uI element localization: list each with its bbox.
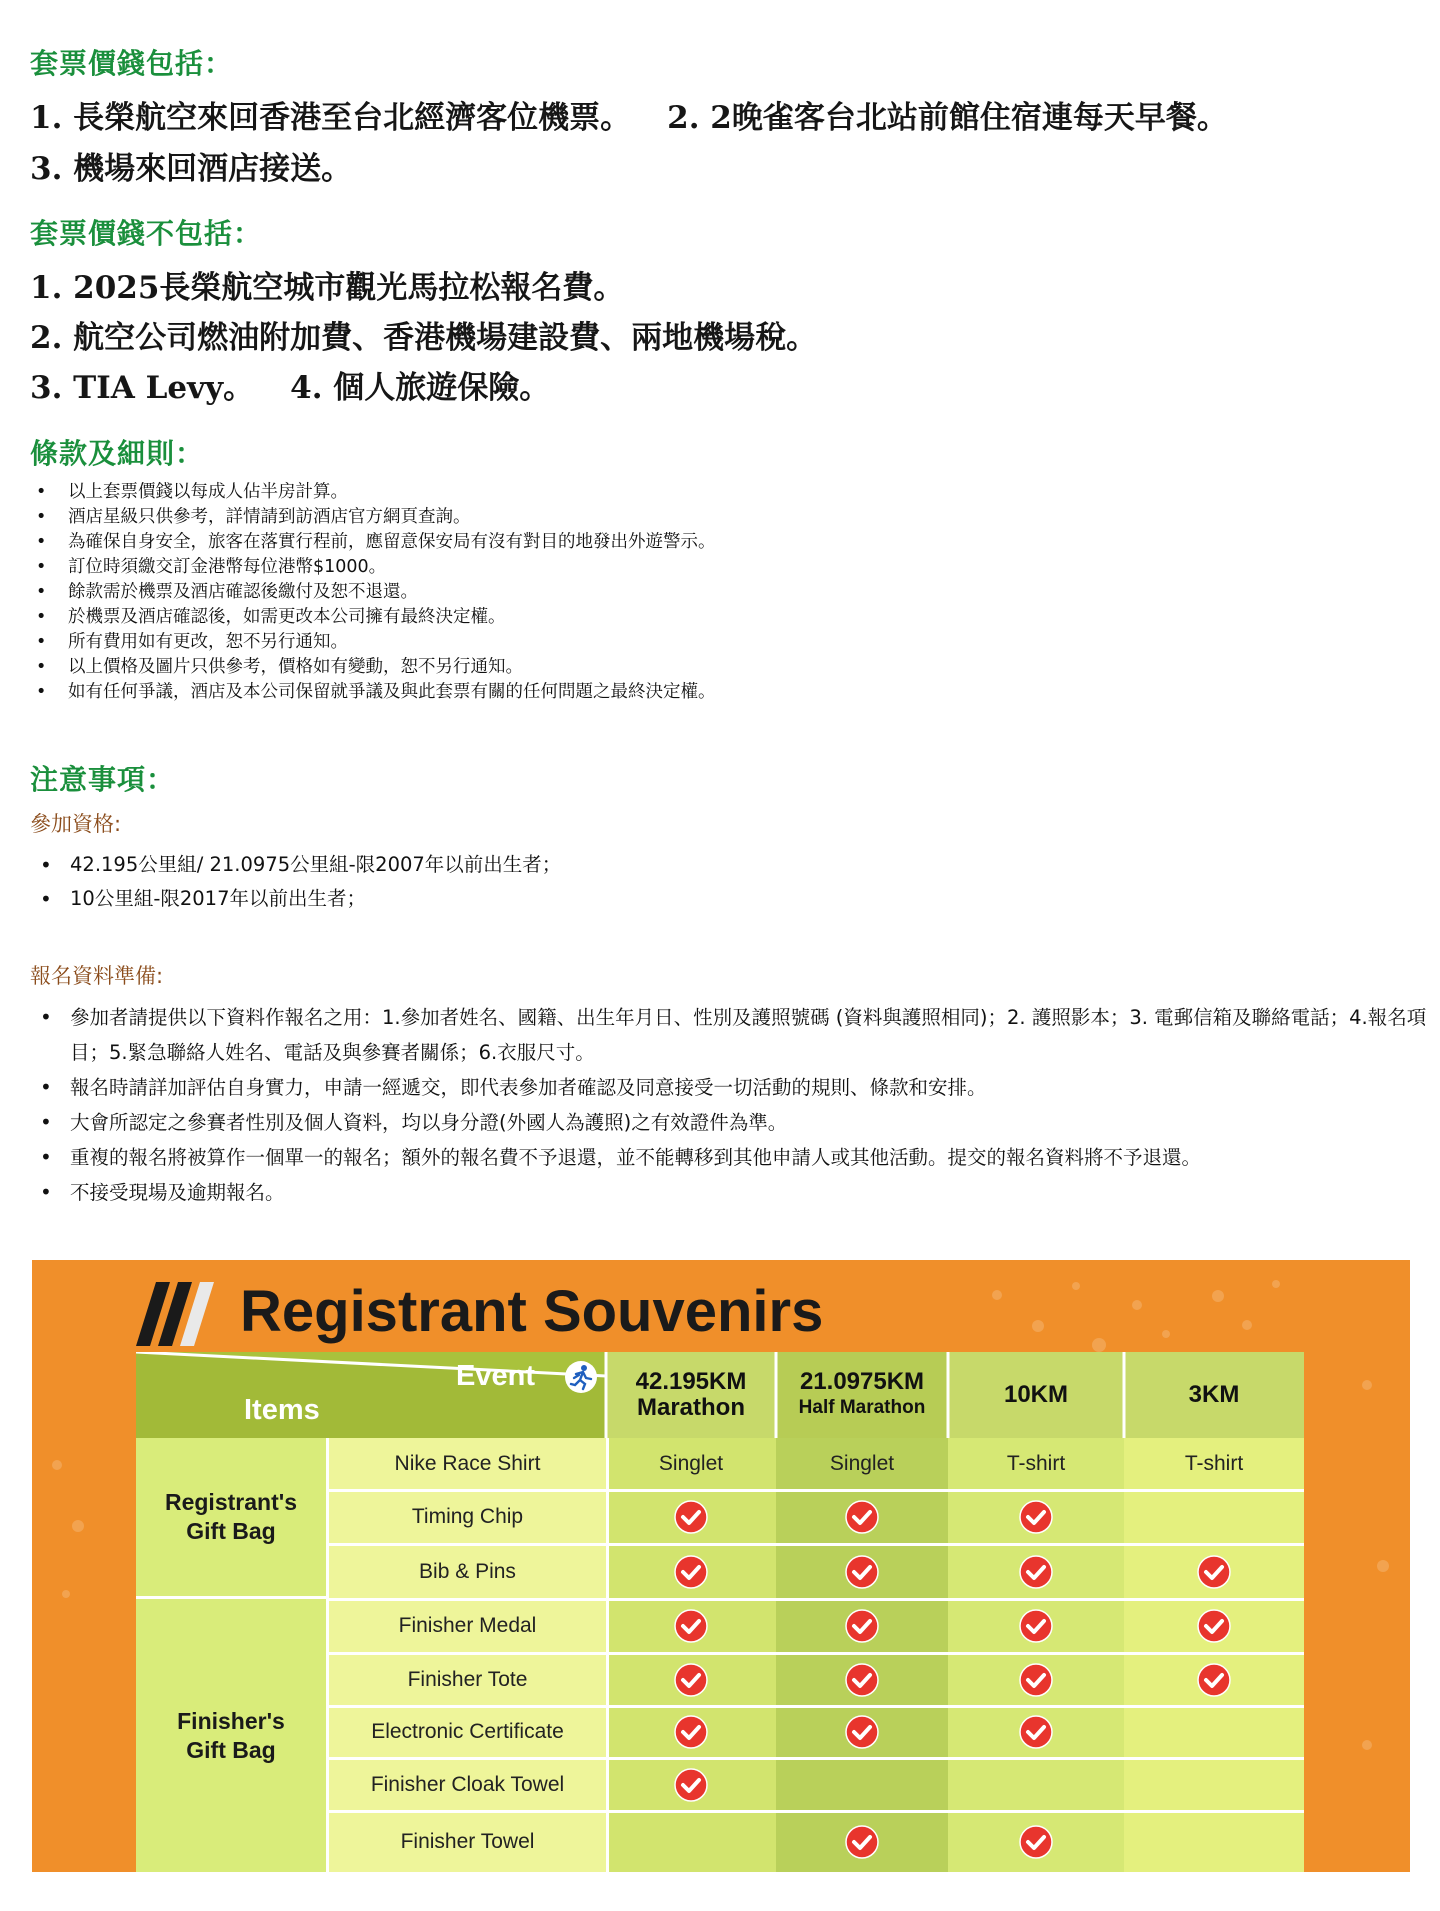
term-text: 所有費用如有更改，恕不另行通知。	[68, 632, 348, 652]
bullet-icon: •	[36, 632, 47, 652]
bullet-icon: •	[40, 1180, 52, 1204]
bullet-icon: •	[36, 482, 47, 502]
item-name: Timing Chip	[411, 1505, 524, 1528]
term-text: 如有任何爭議，酒店及本公司保留就爭議及與此套票有關的任何問題之最終決定權。	[68, 682, 716, 702]
decorative-dot	[72, 1520, 84, 1532]
prep-heading: 報名資料準備:	[30, 964, 164, 988]
included-item-1: 1. 長榮航空來回香港至台北經濟客位機票。	[30, 100, 632, 136]
group-finisher: Finisher's Gift Bag	[177, 1707, 285, 1763]
decorative-dot	[1272, 1280, 1280, 1288]
term-text: 以上套票價錢以每成人佔半房計算。	[68, 482, 348, 502]
included-line-1	[30, 92, 1228, 137]
event-label: Event	[456, 1360, 535, 1392]
check-icon	[845, 1555, 879, 1589]
term-text: 於機票及酒店確認後，如需更改本公司擁有最終決定權。	[68, 607, 506, 627]
bullet-icon: •	[36, 582, 47, 602]
prep-item	[40, 1070, 1430, 1105]
decorative-dot	[1162, 1330, 1170, 1338]
term-item	[36, 505, 716, 530]
bullet-icon: •	[40, 1005, 52, 1029]
included-item-3: 3. 機場來回酒店接送。	[30, 151, 353, 187]
item-name: Finisher Cloak Towel	[370, 1772, 565, 1796]
prep-item	[40, 1175, 1430, 1210]
eligibility-item	[40, 882, 561, 916]
column-distance: 21.0975KM	[799, 1368, 925, 1395]
term-item	[36, 480, 716, 505]
item-name: Finisher Towel	[400, 1829, 535, 1853]
excluded-line-3	[30, 362, 550, 407]
decorative-dot	[1032, 1320, 1044, 1332]
check-icon	[1019, 1609, 1053, 1643]
excluded-item-3: 3. TIA Levy。	[30, 370, 255, 406]
shirt-type: Singlet	[829, 1452, 895, 1475]
check-icon	[845, 1663, 879, 1697]
included-item-2: 2. 2晚雀客台北站前館住宿連每天早餐。	[667, 100, 1228, 136]
prep-text: 參加者請提供以下資料作報名之用：1.參加者姓名、國籍、出生年月日、性別及護照號碼 (資料與護照相同)；2. 護照影本；3. 電郵信箱及聯絡電話；4.報名項目；5.緊急聯絡人姓名、電話及與參賽者關係；6.衣服尺寸。	[70, 1006, 1427, 1064]
check-icon	[674, 1555, 708, 1589]
prep-text: 報名時請詳加評估自身實力，申請一經遞交，即代表參加者確認及同意接受一切活動的規則、條款和安排。	[70, 1076, 987, 1099]
check-icon	[674, 1715, 708, 1749]
terms-heading: 條款及細則：	[30, 437, 205, 470]
term-item	[36, 680, 716, 705]
column-header	[776, 1352, 948, 1438]
term-text: 訂位時須繳交訂金港幣每位港幣$1000。	[68, 557, 387, 577]
term-text: 為確保自身安全，旅客在落實行程前，應留意保安局有沒有對目的地發出外遊警示。	[68, 532, 716, 552]
bullet-icon: •	[36, 682, 47, 702]
eligibility-heading: 參加資格:	[30, 812, 122, 836]
souvenirs-table	[136, 1352, 1304, 1872]
bullet-icon: •	[40, 853, 52, 877]
column-distance: 42.195KM	[635, 1368, 747, 1395]
decorative-dot	[1377, 1560, 1389, 1572]
bullet-icon: •	[36, 507, 47, 527]
check-icon	[845, 1825, 879, 1859]
souvenirs-title: Registrant Souvenirs	[240, 1279, 824, 1344]
term-item	[36, 555, 716, 580]
shirt-type: T-shirt	[1006, 1452, 1066, 1475]
decorative-dot	[1362, 1380, 1372, 1390]
term-item	[36, 655, 716, 680]
decorative-dot	[1242, 1320, 1252, 1330]
check-icon	[845, 1715, 879, 1749]
check-icon	[1197, 1555, 1231, 1589]
terms-list	[36, 480, 716, 705]
eligibility-text: 42.195公里組/ 21.0975公里組-限2007年以前出生者；	[70, 853, 562, 876]
column-header	[948, 1352, 1124, 1438]
3km-column	[1124, 1438, 1304, 1872]
check-icon	[674, 1768, 708, 1802]
bullet-icon: •	[36, 657, 47, 677]
check-icon	[1019, 1663, 1053, 1697]
decorative-dot	[1362, 1740, 1372, 1750]
notice-heading: 注意事項：	[30, 763, 176, 796]
excluded-item-4: 4. 個人旅遊保險。	[290, 370, 551, 406]
bullet-icon: •	[40, 887, 52, 911]
column-subtitle: Half Marathon	[798, 1397, 926, 1418]
bullet-icon: •	[36, 532, 47, 552]
decorative-dot	[1092, 1338, 1106, 1352]
decorative-dot	[62, 1590, 70, 1598]
column-subtitle: Marathon	[637, 1394, 745, 1421]
bullet-icon: •	[36, 557, 47, 577]
term-item	[36, 530, 716, 555]
prep-text: 大會所認定之參賽者性別及個人資料，均以身分證(外國人為護照)之有效證件為準。	[70, 1111, 788, 1134]
eligibility-list	[40, 848, 561, 916]
prep-text: 重複的報名將被算作一個單一的報名；額外的報名費不予退還，並不能轉移到其他申請人或其他活動。提交的報名資料將不予退還。	[70, 1146, 1202, 1169]
term-text: 酒店星級只供參考，詳情請到訪酒店官方網頁查詢。	[68, 507, 471, 527]
bullet-icon: •	[36, 607, 47, 627]
prep-text: 不接受現場及逾期報名。	[70, 1181, 285, 1204]
check-icon	[674, 1609, 708, 1643]
stripes-icon	[136, 1282, 236, 1346]
decorative-dot	[1212, 1290, 1224, 1302]
excluded-item-1: 1. 2025長榮航空城市觀光馬拉松報名費。	[30, 270, 625, 306]
column-header	[606, 1352, 776, 1438]
check-icon	[1019, 1500, 1053, 1534]
table-body	[136, 1438, 1304, 1872]
eligibility-text: 10公里組-限2017年以前出生者；	[70, 887, 366, 910]
check-icon	[1197, 1663, 1231, 1697]
bullet-icon: •	[40, 1075, 52, 1099]
column-distance: 10KM	[1003, 1381, 1069, 1408]
excluded-heading: 套票價錢不包括：	[30, 217, 263, 250]
check-icon	[674, 1663, 708, 1697]
decorative-dot	[52, 1460, 62, 1470]
item-name: Bib & Pins	[419, 1559, 516, 1583]
decorative-dot	[1072, 1282, 1080, 1290]
term-item	[36, 605, 716, 630]
term-text: 以上價格及圖片只供參考，價格如有變動，恕不另行通知。	[68, 657, 523, 677]
check-icon	[1019, 1555, 1053, 1589]
vertical-divider-events	[606, 1438, 609, 1872]
item-name: Nike Race Shirt	[394, 1452, 541, 1475]
term-text: 餘款需於機票及酒店確認後繳付及恕不退還。	[68, 582, 418, 602]
column-distance: 3KM	[1188, 1381, 1240, 1408]
check-icon	[1019, 1715, 1053, 1749]
check-icon	[845, 1609, 879, 1643]
item-name: Electronic Certificate	[371, 1720, 564, 1743]
term-item	[36, 630, 716, 655]
prep-list	[40, 1000, 1430, 1210]
bullet-icon: •	[40, 1110, 52, 1134]
item-name: Finisher Tote	[407, 1667, 528, 1691]
group-registrant: Registrant's Gift Bag	[164, 1489, 297, 1544]
eligibility-item	[40, 848, 561, 882]
term-item	[36, 580, 716, 605]
check-icon	[1197, 1609, 1231, 1643]
items-label: Items	[244, 1394, 320, 1426]
check-icon	[1019, 1825, 1053, 1859]
included-heading: 套票價錢包括：	[30, 47, 234, 80]
runner-icon	[564, 1360, 598, 1394]
prep-item	[40, 1000, 1430, 1070]
prep-item	[40, 1105, 1430, 1140]
column-header	[1124, 1352, 1304, 1438]
item-name: Finisher Medal	[398, 1614, 537, 1637]
souvenirs-panel	[32, 1260, 1410, 1872]
decorative-dot	[1132, 1300, 1142, 1310]
check-icon	[845, 1500, 879, 1534]
decorative-dot	[992, 1290, 1002, 1300]
excluded-item-2: 2. 航空公司燃油附加費、香港機場建設費、兩地機場稅。	[30, 320, 818, 356]
check-icon	[674, 1500, 708, 1534]
bullet-icon: •	[40, 1145, 52, 1169]
shirt-type: Singlet	[658, 1452, 724, 1475]
prep-item	[40, 1140, 1430, 1175]
shirt-type: T-shirt	[1184, 1452, 1244, 1475]
